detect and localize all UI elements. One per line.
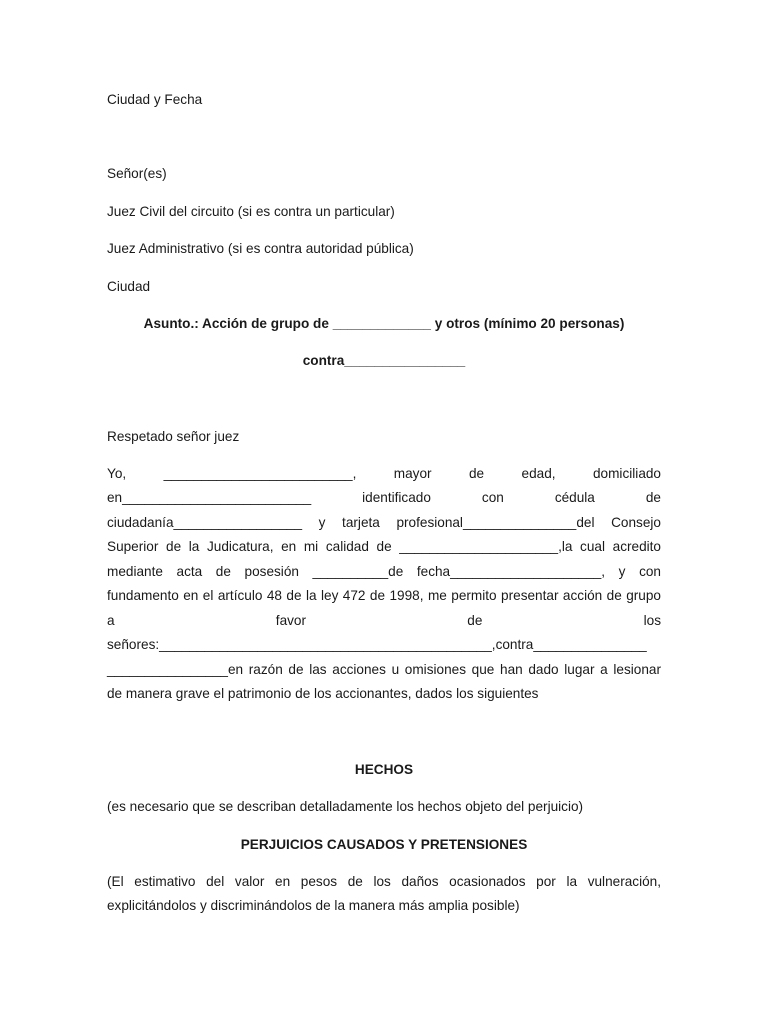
salutation: Señor(es) (107, 166, 167, 181)
body-line: a favor de los (107, 613, 661, 628)
body-line: ________________en razón de las acciones u omisiones que han dado lugar a lesionar (107, 662, 661, 677)
body-line: en_________________________ identificado con cédula de (107, 490, 661, 505)
body-line: mediante acta de posesión __________de fecha____________________, y con (107, 564, 661, 579)
section-title-perjuicios: PERJUICIOS CAUSADOS Y PRETENSIONES (240, 837, 528, 852)
body-line: señores:____________________________________________,contra_______________ (107, 637, 647, 652)
body-line: Yo, _________________________, mayor de edad, domiciliado (107, 466, 661, 481)
greeting: Respetado señor juez (107, 429, 240, 444)
recipient-admin: Juez Administrativo (si es contra autoridad pública) (107, 241, 414, 256)
body-line: de manera grave el patrimonio de los accionantes, dados los siguientes (107, 686, 539, 701)
subject-line-1: Asunto.: Acción de grupo de _____________ y otros (mínimo 20 personas) (143, 316, 625, 331)
recipient-civil: Juez Civil del circuito (si es contra un particular) (107, 204, 395, 219)
section-title-hechos: HECHOS (354, 762, 414, 777)
city-date: Ciudad y Fecha (107, 92, 203, 107)
perjuicios-note-line-2: explicitándolos y discriminándolos de la manera más amplia posible) (107, 898, 520, 913)
body-line: Superior de la Judicatura, en mi calidad de _____________________,la cual acredito (107, 539, 661, 554)
body-line: ciudadanía_________________ y tarjeta profesional_______________del Consejo (107, 515, 661, 530)
perjuicios-note-line-1: (El estimativo del valor en pesos de los daños ocasionados por la vulneración, (107, 874, 661, 889)
body-line: fundamento en el artículo 48 de la ley 472 de 1998, me permito presentar acción de grupo (107, 588, 661, 603)
subject-line-2: contra________________ (302, 353, 466, 368)
hechos-note: (es necesario que se describan detalladamente los hechos objeto del perjuicio) (107, 799, 584, 814)
recipient-city: Ciudad (107, 279, 151, 294)
